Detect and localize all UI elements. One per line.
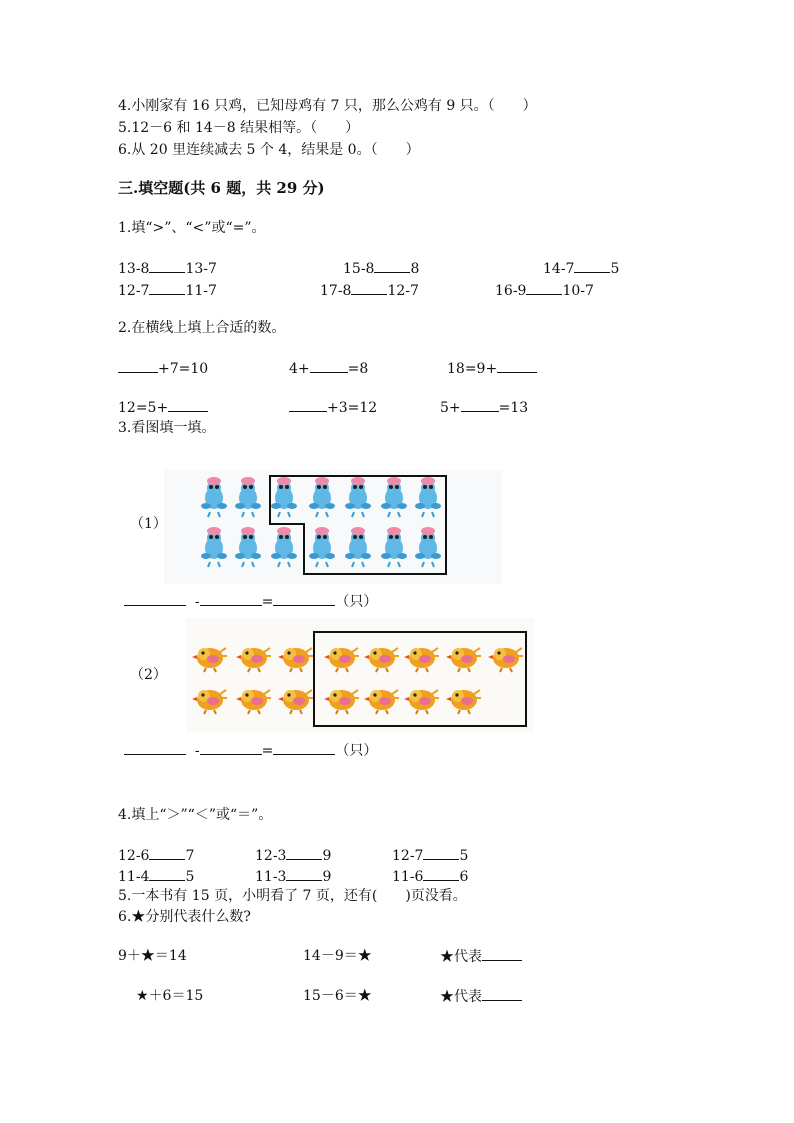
- chick-figure: [186, 618, 534, 732]
- q4-r1c2: 12-3 9: [255, 845, 331, 866]
- judge-item-4: 4.小刚家有 16 只鸡，已知母鸡有 7 只，那么公鸡有 9 只。（ ）: [118, 98, 537, 114]
- q1-r1c1: 13-8 13-7: [118, 258, 217, 279]
- q1-r2c2: 17-8 12-7: [320, 280, 419, 301]
- q4-r2c2: 11-3 9: [255, 866, 331, 887]
- chick-picture: [186, 618, 534, 732]
- q1-r2c1: 12-7 11-7: [118, 280, 217, 301]
- q2-r2c2: +3=12: [289, 397, 377, 418]
- q6-r1c2: 14－9＝★: [303, 948, 372, 964]
- section-title: 三.填空题(共 6 题，共 29 分): [118, 179, 325, 197]
- judge-item-5: 5.12－6 和 14－8 结果相等。（ ）: [118, 120, 360, 136]
- q6-r1c1: 9＋★＝14: [118, 948, 187, 964]
- q6-title: 6.★分别代表什么数?: [118, 909, 251, 925]
- q1-r1c3: 14-7 5: [543, 258, 619, 279]
- q4-r1c1: 12-6 7: [118, 845, 194, 866]
- q1-r1c2: 15-8 8: [343, 258, 419, 279]
- q3-label-1: （1）: [130, 516, 167, 532]
- q6-r2c2: 15－6＝★: [303, 988, 372, 1004]
- q2-r1c1: +7=10: [118, 358, 208, 379]
- q3-title: 3.看图填一填。: [118, 420, 216, 436]
- q6-r2c3: ★代表: [440, 986, 522, 1007]
- q4-r2c1: 11-4 5: [118, 866, 194, 887]
- bird-figure: [164, 470, 502, 584]
- q1-title: 1.填“>”、“<”或“=”。: [118, 220, 266, 236]
- q4-r1c3: 12-7 5: [392, 845, 468, 866]
- q3-label-2: （2）: [130, 667, 167, 683]
- q1-r2c3: 16-9 10-7: [495, 280, 594, 301]
- bird-picture: [164, 470, 502, 584]
- q2-r1c2: 4+ =8: [289, 358, 368, 379]
- q5-text: 5.一本书有 15 页，小明看了 7 页，还有( )页没看。: [118, 888, 467, 904]
- q6-r2c1: ★＋6＝15: [136, 988, 204, 1004]
- q3-answer-2: - = （只）: [124, 740, 377, 761]
- q2-title: 2.在横线上填上合适的数。: [118, 320, 286, 336]
- q4-title: 4.填上“＞”“＜”或“＝”。: [118, 807, 273, 823]
- judge-item-6: 6.从 20 里连续减去 5 个 4，结果是 0。（ ）: [118, 142, 420, 158]
- q4-r2c3: 11-6 6: [392, 866, 468, 887]
- chick-row-bottom: [192, 690, 481, 714]
- bird-row-top: [201, 477, 441, 517]
- q2-r2c1: 12=5+: [118, 397, 208, 418]
- bird-row-bottom: [201, 527, 441, 567]
- q2-r1c3: 18=9+: [447, 358, 537, 379]
- chick-row-top: [192, 648, 523, 672]
- q3-answer-1: - = （只）: [124, 591, 377, 612]
- q6-r1c3: ★代表: [440, 946, 522, 967]
- chick-frame: [314, 632, 526, 726]
- q2-r2c3: 5+ =13: [440, 397, 528, 418]
